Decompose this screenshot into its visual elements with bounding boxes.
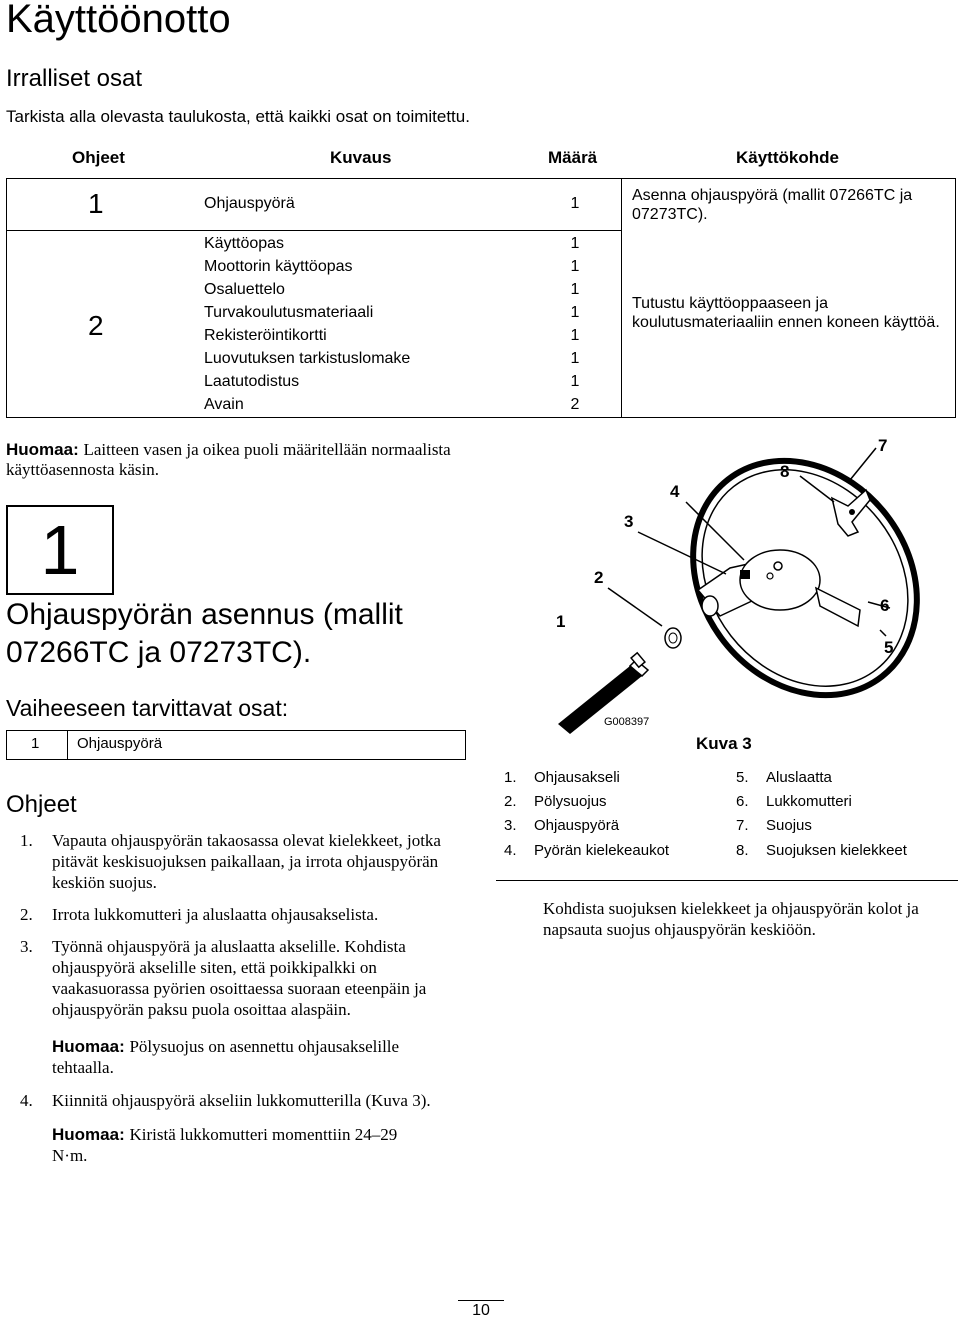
table-border-bottom [6,417,956,418]
legend-number: 8. [736,842,749,859]
instruction-step-text: Kiinnitä ohjauspyörä akseliin lukkomutterilla (Kuva 3). [52,1091,431,1110]
callout-7: 7 [878,436,888,455]
legend-label: Suojuksen kielekkeet [766,842,907,859]
table-cell-description: Avain [204,396,244,413]
note-text: Pölysuojus on asennettu ohjausakselille tehtaalla. [52,1037,400,1077]
legend-label: Suojus [766,817,812,834]
table-header-use: Käyttökohde [736,148,839,167]
figure-description: Kohdista suojuksen kielekkeet ja ohjauspyörän kolot ja napsauta suojus ohjauspyörän keskiöön. [543,899,919,939]
table-cell-quantity: 1 [570,373,580,390]
parts-table [6,140,956,418]
instruction-step-number: 1. [20,831,33,850]
parts-needed-name: Ohjauspyörä [77,735,163,752]
callout-8: 8 [780,462,790,481]
legend-number: 3. [504,817,517,834]
hub-cap [832,490,870,536]
instruction-step-number: 3. [20,937,33,956]
step-number: 1 [40,511,80,589]
legend-label: Lukkomutteri [766,793,852,810]
legend-number: 2. [504,793,517,810]
figure-caption: Kuva 3 [696,734,752,753]
table-cell-quantity: 1 [570,195,580,212]
table-cell-description: Ohjauspyörä [204,195,295,212]
instruction-step [20,1090,470,1111]
parts-needed-title: Vaiheeseen tarvittavat osat: [6,695,289,721]
table-cell-quantity: 1 [570,304,580,321]
table-header-description: Kuvaus [330,148,392,167]
table-header-quantity: Määrä [548,148,598,167]
instructions-title: Ohjeet [6,791,77,818]
table-cell-description: Osaluettelo [204,281,285,298]
legend-number: 1. [504,769,517,786]
note-label: Huomaa: [6,440,79,459]
note [6,440,456,480]
callout-5: 5 [884,638,894,657]
table-border-left [6,178,7,418]
instruction-step-number: 2. [20,905,33,924]
table-cell-quantity: 2 [570,396,580,413]
instruction-note [52,1036,452,1078]
figure-code: G008397 [604,716,650,728]
table-cell-quantity: 1 [570,235,580,252]
legend-number: 5. [736,769,749,786]
table-row-divider [6,230,621,231]
steering-wheel [647,420,960,740]
instruction-note [52,1124,412,1166]
parts-needed-quantity: 1 [31,735,40,752]
note-label: Huomaa: [52,1125,125,1144]
table-step-number: 2 [88,310,104,341]
table-cell-description: Laatutodistus [204,373,300,390]
note-label: Huomaa: [52,1037,125,1056]
table-cell-description: Turvakoulutusmateriaali [204,304,374,321]
table-cell-quantity: 1 [570,350,580,367]
legend-label: Ohjauspyörä [534,817,620,834]
section-title: Irralliset osat [6,65,143,92]
legend-number: 7. [736,817,749,834]
legend-divider [496,880,958,881]
table-cell-description: Rekisteröintikortti [204,327,327,344]
instruction-step-text: Irrota lukkomutteri ja aluslaatta ohjausakselista. [52,905,379,924]
instruction-step-text: Työnnä ohjauspyörä ja aluslaatta akselille. Kohdista ohjauspyörä akselille siten, että poikkipalkki on vaakasuorassa pyörien osoittaessa suoraan eteenpäin ja ohjauspyörän paksu puola osoittaa alaspäin. [52,937,427,1019]
dust-cover [665,628,681,648]
instruction-step-number: 4. [20,1091,33,1110]
page-title: Käyttöönotto [6,0,231,41]
callout-4: 4 [670,482,680,501]
callout-1: 1 [556,612,566,631]
legend-label: Aluslaatta [766,769,832,786]
figure-legend [496,766,958,880]
table-border-top [6,178,956,179]
table-cell-quantity: 1 [570,281,580,298]
table-step-number: 1 [88,188,104,219]
table-border-right [955,178,956,418]
table-header-instructions: Ohjeet [72,148,125,167]
table-cell-quantity: 1 [570,327,580,344]
table-cell-quantity: 1 [570,258,580,275]
page-number: 10 [472,1302,490,1319]
legend-label: Pölysuojus [534,793,607,810]
callout-6: 6 [880,596,890,615]
table-cell-use: Asenna ohjauspyörä (mallit 07266TC ja 07273TC). [632,187,913,223]
intro-text: Tarkista alla olevasta taulukosta, että kaikki osat on toimitettu. [6,107,470,126]
instruction-step [20,936,470,1020]
parts-needed-divider [67,731,68,759]
footer-rule [458,1300,504,1301]
step-number-box [6,505,114,595]
parts-needed-table [6,730,466,760]
instruction-step [20,904,470,925]
table-cell-description: Käyttöopas [204,235,285,252]
table-cell-description: Moottorin käyttöopas [204,258,353,275]
callout-3: 3 [624,512,634,531]
legend-label: Pyörän kielekeaukot [534,842,670,859]
legend-label: Ohjausakseli [534,769,620,786]
callout-2: 2 [594,568,604,587]
step-title: Ohjauspyörän asennus (mallit 07266TC ja 07273TC). [6,598,403,669]
legend-number: 6. [736,793,749,810]
legend-number: 4. [504,842,517,859]
table-cell-use: Tutustu käyttöoppaaseen ja koulutusmateriaaliin ennen koneen käyttöä. [632,295,940,331]
table-cell-description: Luovutuksen tarkistuslomake [204,350,411,367]
instruction-step [20,830,470,893]
note-text: Kiristä lukkomutteri momenttiin 24–29 N·m. [52,1125,398,1165]
note-text: Laitteen vasen ja oikea puoli määritellään normaalista käyttöasennosta käsin. [6,440,451,479]
table-column-divider [621,178,622,418]
instruction-step-text: Vapauta ohjauspyörän takaosassa olevat kielekkeet, jotka pitävät keskisuojuksen paikallaan, ja irrota ohjauspyörän keskiön suojus. [52,831,441,892]
